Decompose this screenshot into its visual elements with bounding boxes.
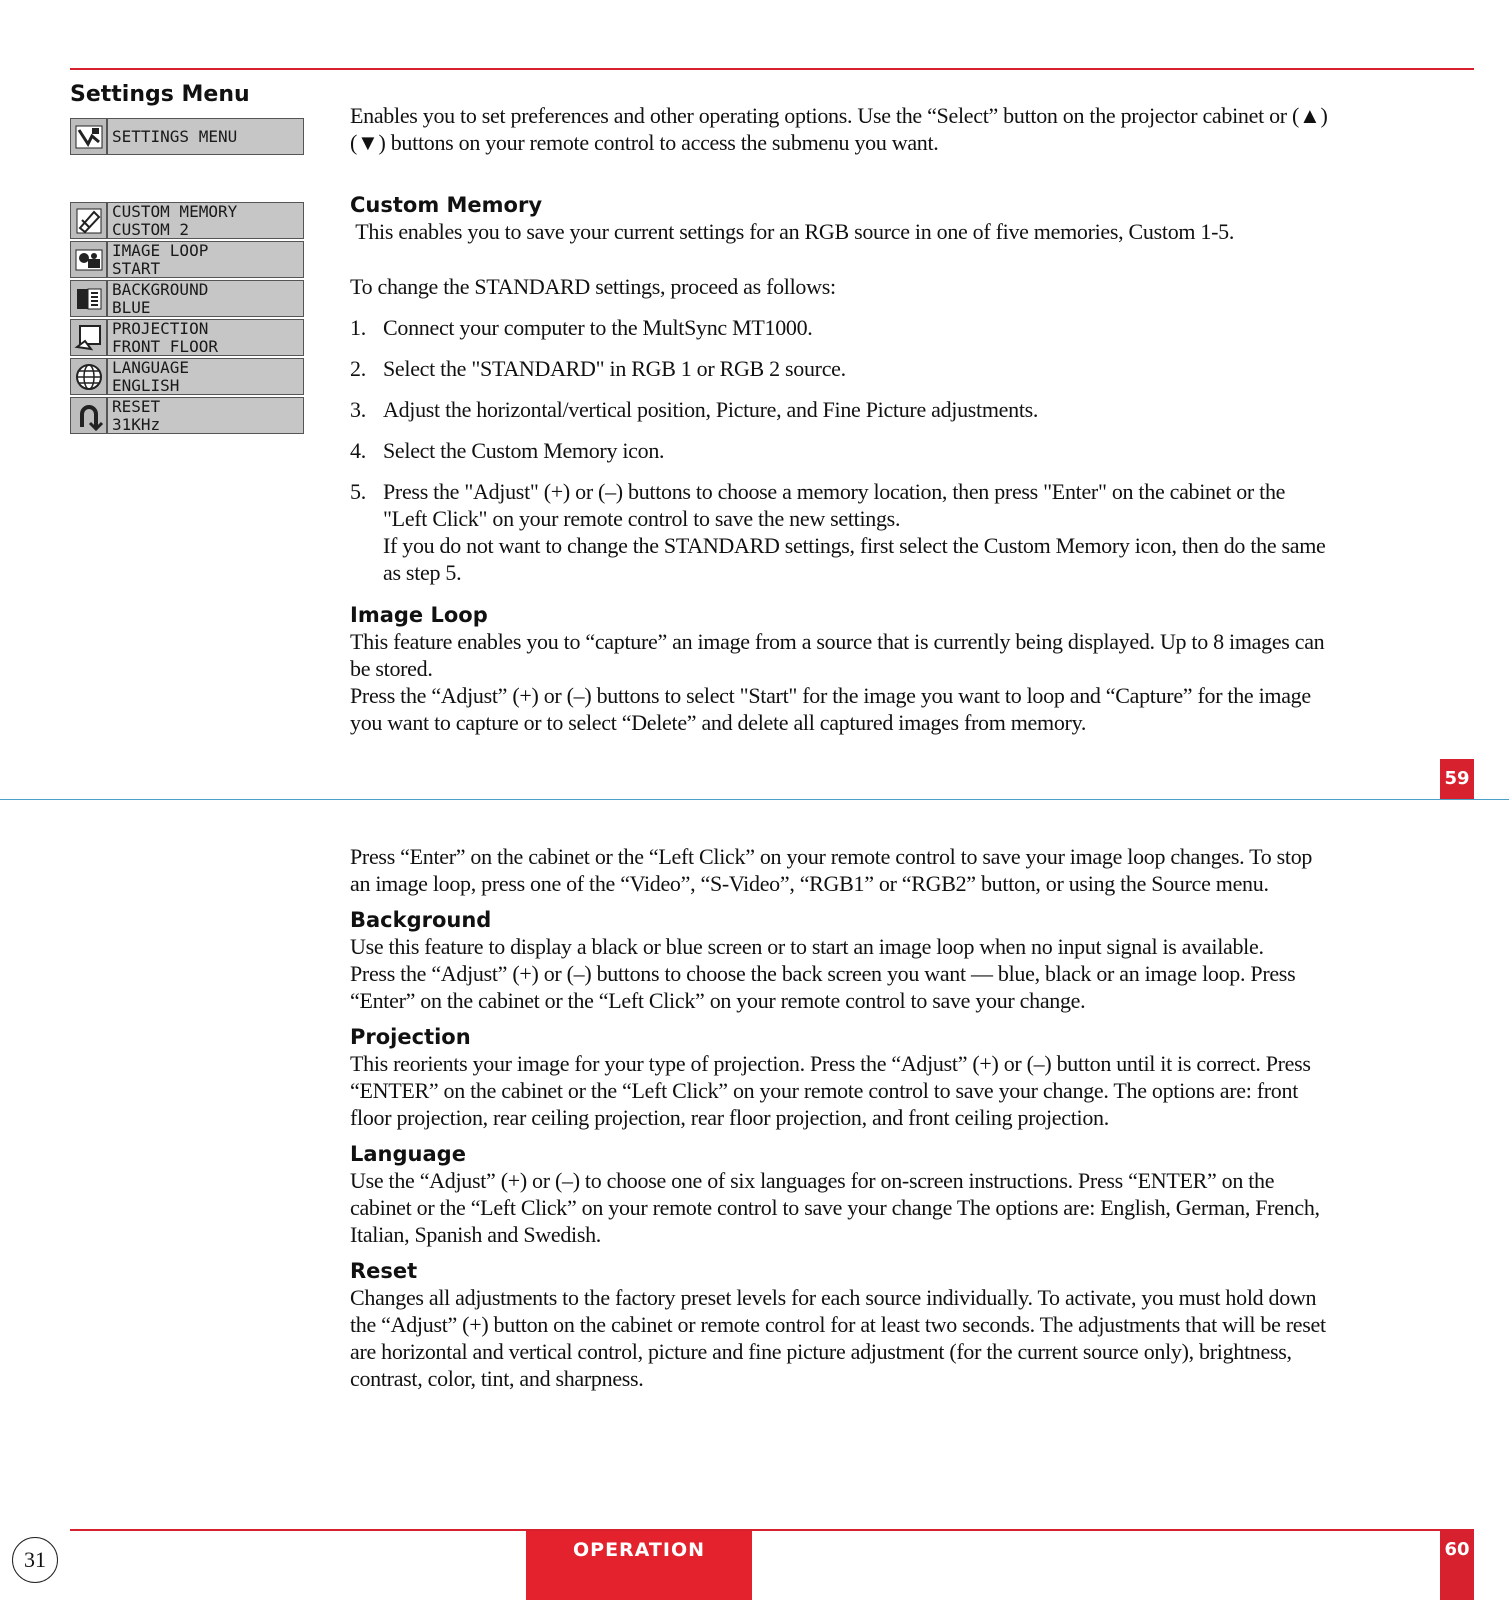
intro-paragraph: Enables you to set preferences and other operating options. Use the “Select” button on the projector cabinet or (▲) (▼) buttons on your remote control to access the submenu you want. xyxy=(350,103,1328,155)
settings-icon xyxy=(71,119,108,154)
background-heading: Background xyxy=(350,908,492,932)
step-number: 4. xyxy=(350,438,366,463)
menu-item-label: LANGUAGE xyxy=(112,357,190,377)
reset-p1: Changes all adjustments to the factory preset levels for each source individually. To activate, you must hold down the “Adjust” (+) button on the cabinet or remote control for at least two seconds. The adjustments that will be reset are horizontal and vertical control, picture and fine picture adjustment (for the current source only), brightness, contrast, color, tint, and sharpness. xyxy=(350,1285,1326,1391)
custom-memory-heading: Custom Memory xyxy=(350,193,543,217)
page-60-content xyxy=(350,843,1330,1392)
page-59-content xyxy=(350,102,1330,736)
projection-p1: This reorients your image for your type of projection. Press the “Adjust” (+) or (–) button until it is correct. Press “ENTER” on the cabinet or the “Left Click” on your remote control to save your change. The options are: front floor projection, rear ceiling projection, rear floor projection, and front ceiling projection. xyxy=(350,1051,1311,1130)
step-number: 1. xyxy=(350,315,366,340)
language-heading: Language xyxy=(350,1142,466,1166)
custom-memory-steps xyxy=(350,314,1330,586)
sidebar-heading: Settings Menu xyxy=(70,82,250,107)
section-tab-operation: OPERATION xyxy=(526,1531,752,1600)
step-number: 5. xyxy=(350,479,366,504)
settings-menu-row xyxy=(70,118,304,155)
step-text: Adjust the horizontal/vertical position, Picture, and Fine Picture adjustments. xyxy=(383,397,1039,422)
menu-item-value: ENGLISH xyxy=(112,375,180,395)
background-p2: Press the “Adjust” (+) or (–) buttons to choose the back screen you want — blue, black or an image loop. Press “Enter” on the cabinet or the “Left Click” on your remote control to save your change. xyxy=(350,961,1296,1013)
step-number: 3. xyxy=(350,397,366,422)
settings-menu-header xyxy=(70,118,304,157)
image-loop-p1: This feature enables you to “capture” an image from a source that is currently being displayed. Up to 8 images can be stored. xyxy=(350,629,1325,681)
menu-item-value: CUSTOM 2 xyxy=(112,219,190,239)
menu-item-value: START xyxy=(112,258,161,278)
projection-icon xyxy=(71,320,108,355)
background-p1: Use this feature to display a black or blue screen or to start an image loop when no input signal is available. xyxy=(350,934,1264,959)
custom-memory-lead: To change the STANDARD settings, proceed as follows: xyxy=(350,274,836,299)
step-item xyxy=(350,396,1330,423)
step-item xyxy=(350,437,1330,464)
menu-item-label: BACKGROUND xyxy=(112,279,209,299)
image-loop-continued: Press “Enter” on the cabinet or the “Left Click” on your remote control to save your image loop changes. To stop an image loop, press one of the “Video”, “S-Video”, “RGB1” or “RGB2” button, or using the Source menu. xyxy=(350,844,1313,896)
settings-menu-label: SETTINGS MENU xyxy=(112,126,238,146)
menu-item-custom-memory xyxy=(70,202,304,239)
step-item xyxy=(350,314,1330,341)
menu-item-label: PROJECTION xyxy=(112,318,209,338)
step-text: Connect your computer to the MultSync MT1000. xyxy=(383,315,813,340)
page-divider xyxy=(0,799,1509,800)
step-note: If you do not want to change the STANDARD settings, first select the Custom Memory icon, then do the same as step 5. xyxy=(383,533,1326,585)
menu-item-value: FRONT FLOOR xyxy=(112,336,218,356)
step-text: Select the Custom Memory icon. xyxy=(383,438,665,463)
language-globe-icon xyxy=(71,359,108,394)
page-number-60: 60 xyxy=(1440,1531,1474,1600)
settings-submenu-list xyxy=(70,202,304,436)
reset-heading: Reset xyxy=(350,1259,418,1283)
menu-item-label: RESET xyxy=(112,396,161,416)
sheet-number-circle: 31 xyxy=(12,1537,58,1583)
menu-item-reset xyxy=(70,397,304,434)
menu-item-value: BLUE xyxy=(112,297,151,317)
custom-memory-body: This enables you to save your current settings for an RGB source in one of five memories, Custom 1-5. xyxy=(350,219,1235,244)
menu-item-projection xyxy=(70,319,304,356)
menu-item-label: CUSTOM MEMORY xyxy=(112,201,238,221)
projection-heading: Projection xyxy=(350,1025,471,1049)
menu-item-background xyxy=(70,280,304,317)
image-loop-icon xyxy=(71,242,108,277)
menu-item-language xyxy=(70,358,304,395)
image-loop-p2: Press the “Adjust” (+) or (–) buttons to select "Start" for the image you want to loop and “Capture” for the image you want to capture or to select “Delete” and delete all captured images from memory. xyxy=(350,683,1311,735)
step-text: Press the "Adjust" (+) or (–) buttons to choose a memory location, then press "Enter" on the cabinet or the "Left Click" on your remote control to save the new settings. xyxy=(383,479,1286,531)
bottom-rule xyxy=(70,1529,1474,1531)
page-number-59: 59 xyxy=(1440,759,1474,799)
custom-memory-icon xyxy=(71,203,108,238)
step-item xyxy=(350,355,1330,382)
image-loop-heading: Image Loop xyxy=(350,603,488,627)
step-number: 2. xyxy=(350,356,366,381)
language-p1: Use the “Adjust” (+) or (–) to choose one of six languages for on-screen instructions. Press “ENTER” on the cabinet or the “Left Click” on your remote control to save your change The options are: English, German, French, Italian, Spanish and Swedish. xyxy=(350,1168,1320,1247)
top-rule xyxy=(70,68,1474,70)
menu-item-image-loop xyxy=(70,241,304,278)
menu-item-label: IMAGE LOOP xyxy=(112,240,209,260)
step-text: Select the "STANDARD" in RGB 1 or RGB 2 source. xyxy=(383,356,846,381)
reset-icon xyxy=(71,398,108,433)
step-item xyxy=(350,478,1330,586)
background-icon xyxy=(71,281,108,316)
menu-item-value: 31KHz xyxy=(112,414,161,434)
